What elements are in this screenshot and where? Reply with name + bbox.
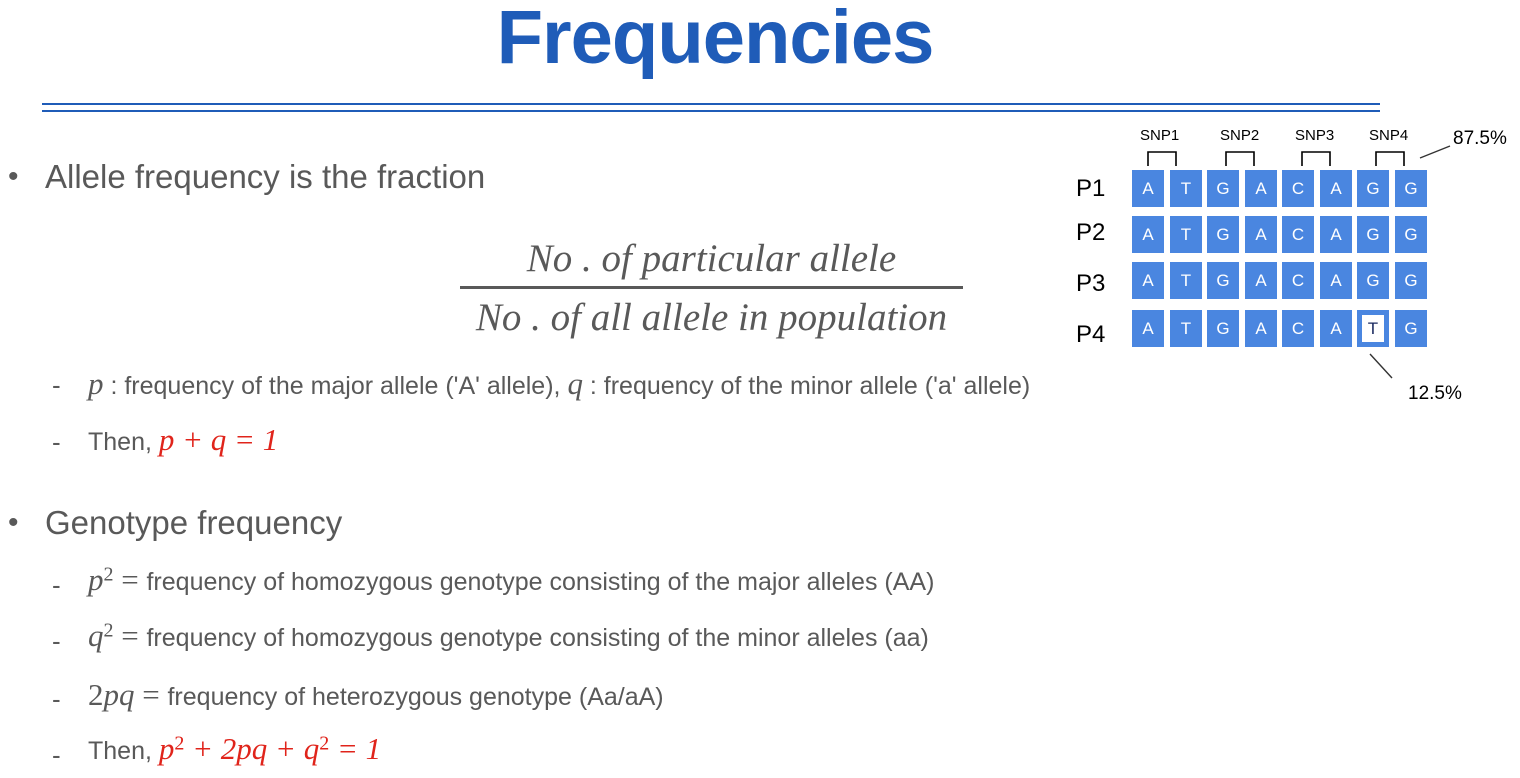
then-label: Then, <box>88 737 159 765</box>
base-cell: G <box>1395 310 1427 347</box>
base-cell: C <box>1282 262 1314 299</box>
title-rule-top <box>42 103 1380 105</box>
base-cell: T <box>1170 262 1202 299</box>
row-label: P1 <box>1076 175 1106 202</box>
genotype-text: frequency of homozygous genotype consisting of the major alleles (AA) <box>146 568 935 596</box>
snp-label: SNP2 <box>1220 127 1260 144</box>
row-label: P2 <box>1076 219 1106 246</box>
minor-allele-cell: T <box>1357 310 1389 347</box>
sub-p-q-definition <box>88 366 1030 402</box>
dash: - <box>52 370 61 400</box>
base-cell: G <box>1357 216 1389 253</box>
base-cell: A <box>1320 310 1352 347</box>
q-definition: : frequency of the minor allele ('a' allele) <box>582 372 1031 400</box>
math-q: q <box>303 731 320 766</box>
math-sup: 2 <box>319 732 330 755</box>
major-allele-pct: 87.5% <box>1453 128 1507 149</box>
base-cell: A <box>1132 310 1164 347</box>
math-q: q <box>567 366 583 401</box>
minor-pct-line <box>1370 354 1392 378</box>
snp-label: SNP3 <box>1295 127 1335 144</box>
sub-then-sum <box>88 422 278 458</box>
genotype-text: frequency of homozygous genotype consisting of the minor alleles (aa) <box>146 624 929 652</box>
dash: - <box>52 740 61 770</box>
then-label: Then, <box>88 428 159 456</box>
base-cell: A <box>1320 262 1352 299</box>
base-cell: T <box>1170 170 1202 207</box>
base-cell: A <box>1132 170 1164 207</box>
dash: - <box>52 684 61 714</box>
math-sup: 2 <box>103 619 114 642</box>
base-cell: C <box>1282 170 1314 207</box>
math-equals-one: = 1 <box>329 731 382 766</box>
base-cell: T <box>1170 310 1202 347</box>
base-cell: G <box>1357 262 1389 299</box>
base-cell: A <box>1320 216 1352 253</box>
base-cell: G <box>1357 170 1389 207</box>
base-cell: A <box>1245 170 1277 207</box>
base-cell: G <box>1395 216 1427 253</box>
dash: - <box>52 626 61 656</box>
base-cell: G <box>1207 262 1239 299</box>
math-p: p <box>88 562 104 597</box>
formula-p-plus-q: p + q = 1 <box>158 422 279 457</box>
bullet-dot: • <box>8 506 19 539</box>
snp-label: SNP1 <box>1140 127 1180 144</box>
base-cell: T <box>1170 216 1202 253</box>
base-cell: G <box>1207 216 1239 253</box>
base-cell: G <box>1395 262 1427 299</box>
genotype-item-q2 <box>88 618 929 654</box>
title-rule-bottom <box>42 110 1380 112</box>
row-label: P3 <box>1076 270 1106 297</box>
fraction-denominator: No . of all allele in population <box>475 296 948 339</box>
allele-fraction <box>460 232 963 347</box>
math-pq: pq <box>103 677 135 712</box>
dash: - <box>52 570 61 600</box>
snp1-bracket <box>1148 152 1176 166</box>
minor-allele-pct: 12.5% <box>1408 383 1462 404</box>
math-equals: = <box>113 618 147 653</box>
genotype-item-p2 <box>88 562 934 598</box>
base-cell: C <box>1282 310 1314 347</box>
base-cell: A <box>1245 310 1277 347</box>
snp3-bracket <box>1302 152 1330 166</box>
snp2-bracket <box>1226 152 1254 166</box>
snp-label: SNP4 <box>1369 127 1409 144</box>
math-two: 2 <box>88 677 104 712</box>
base-cell: A <box>1245 262 1277 299</box>
major-pct-line <box>1420 146 1450 158</box>
base-cell: G <box>1207 170 1239 207</box>
base-cell: A <box>1245 216 1277 253</box>
slide-title: Frequencies <box>496 0 934 80</box>
base-cell: A <box>1132 216 1164 253</box>
base-cell: A <box>1320 170 1352 207</box>
math-q: q <box>88 618 104 653</box>
bullet-allele-frequency: Allele frequency is the fraction <box>45 158 486 195</box>
math-p: p <box>158 731 175 766</box>
fraction-numerator: No . of particular allele <box>526 237 897 280</box>
sub-then-hw <box>88 731 381 767</box>
genotype-text: frequency of heterozygous genotype (Aa/aA) <box>167 683 664 711</box>
math-p: p <box>88 366 104 401</box>
math-equals: = <box>113 562 147 597</box>
base-cell: G <box>1207 310 1239 347</box>
bullet-genotype-frequency: Genotype frequency <box>45 504 343 541</box>
p-definition: : frequency of the major allele ('A' allele), <box>103 372 568 400</box>
dash: - <box>52 427 61 457</box>
base-cell: A <box>1132 262 1164 299</box>
math-sup: 2 <box>103 563 114 586</box>
math-sup: 2 <box>174 732 185 755</box>
math-equals: = <box>134 677 168 712</box>
base-cell: G <box>1395 170 1427 207</box>
math-2pq: + 2pq + <box>184 731 304 766</box>
genotype-item-2pq <box>88 677 664 713</box>
snp4-bracket <box>1376 152 1404 166</box>
row-label: P4 <box>1076 321 1106 348</box>
bullet-dot: • <box>8 160 19 193</box>
base-cell: C <box>1282 216 1314 253</box>
